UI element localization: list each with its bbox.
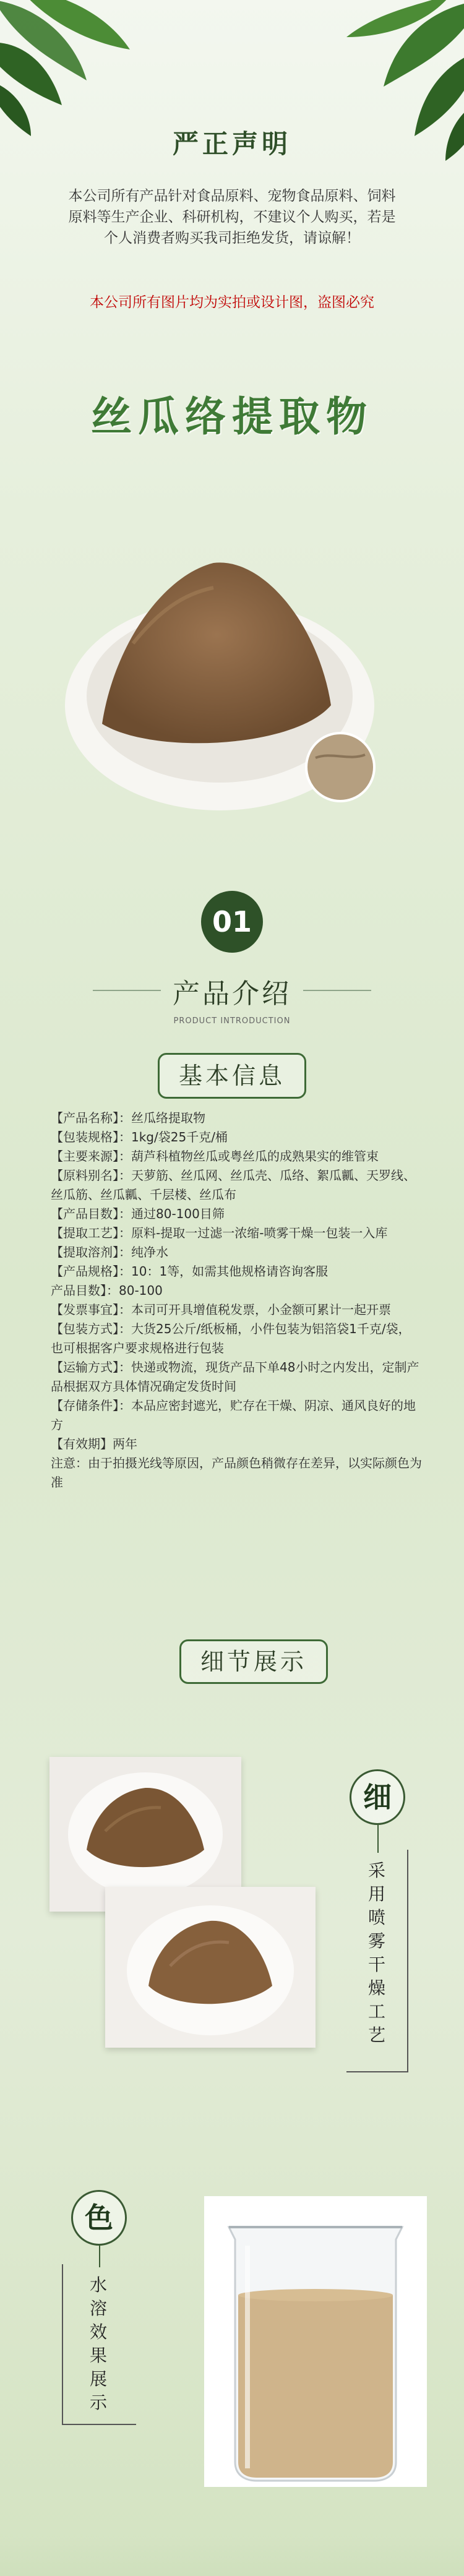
- info-line-invoice: 【发票事宜】：本司可开具增值税发票，小金额可累计一起开票: [51, 1302, 391, 1317]
- info-line-shipping: 【运输方式】：快递或物流，现货产品下单48小时之内发出，定制产品根据双方具体情况确定发货时间: [51, 1360, 419, 1394]
- info-line-mesh-range: 产品目数】：80-100: [51, 1283, 163, 1298]
- powder-bowl-image: [59, 520, 393, 841]
- info-line-source: 【主要来源】：葫芦科植物丝瓜或粤丝瓜的成熟果实的维管束: [51, 1149, 379, 1164]
- info-line-package: 【包装规格】：1kg/袋25千克/桶: [51, 1130, 228, 1144]
- info-line-spec: 【产品规格】：10：1等，如需其他规格请咨询客服: [51, 1264, 329, 1279]
- section-title: 产品介绍: [173, 978, 291, 1010]
- leaf-decoration-left: [0, 0, 167, 136]
- image-copyright-warning: 本公司所有图片均为实拍或设计图，盗图必究: [90, 294, 374, 311]
- water-solubility-beaker-image: [204, 2196, 427, 2487]
- color-detail-badge: 色: [71, 2190, 127, 2246]
- info-line-name: 【产品名称】：丝瓜络提取物: [51, 1110, 205, 1125]
- info-line-note: 注意：由于拍摄光线等原因，产品颜色稍微存在差异，以实际颜色为准: [51, 1456, 422, 1490]
- basic-info-list: [51, 1109, 422, 1492]
- section-number-badge: 01: [201, 891, 263, 953]
- details-label: 细节展示: [179, 1639, 328, 1684]
- info-line-packing: 【包装方式】：大货25公斤/纸板桶，小件包装为铝箔袋1千克/袋，也可根据客户要求规格进行包装: [51, 1321, 411, 1355]
- basic-info-label: 基本信息: [158, 1053, 306, 1099]
- info-line-mesh: 【产品目数】：通过80-100目筛: [51, 1206, 225, 1221]
- info-line-shelf-life: 【有效期】两年: [51, 1436, 137, 1451]
- info-line-solvent: 【提取溶剂】：纯净水: [51, 1245, 168, 1260]
- info-line-process: 【提取工艺】：原料-提取一过滤一浓缩-喷雾干燥一包装一入库: [51, 1226, 388, 1240]
- declaration-body: 本公司所有产品针对食品原料、宠物食品原料、饲料原料等生产企业、科研机构，不建议个人购买，若是个人消费者购买我司拒绝发货，请谅解！: [68, 188, 396, 246]
- section-subtitle: PRODUCT INTRODUCTION: [173, 1016, 291, 1026]
- fine-connector-line: [377, 1825, 379, 1853]
- color-detail-text: 水溶效果展示: [89, 2275, 108, 2413]
- fine-detail-badge: 细: [350, 1769, 405, 1825]
- bottom-band: [0, 2536, 464, 2576]
- info-line-alias: 【原料别名】：天萝筋、丝瓜网、丝瓜壳、瓜络、絮瓜瓤、天罗线、丝瓜筋、丝瓜瓤、千层楼、丝瓜布: [51, 1168, 416, 1202]
- powder-detail-image-2: [105, 1887, 316, 2048]
- product-title: 丝瓜络提取物: [91, 393, 373, 440]
- declaration-title: 严正声明: [172, 129, 291, 159]
- info-line-storage: 【存储条件】：本品应密封遮光，贮存在干燥、阴凉、通风良好的地方: [51, 1398, 416, 1432]
- fine-detail-text: 采用喷雾干燥工艺: [367, 1860, 387, 2045]
